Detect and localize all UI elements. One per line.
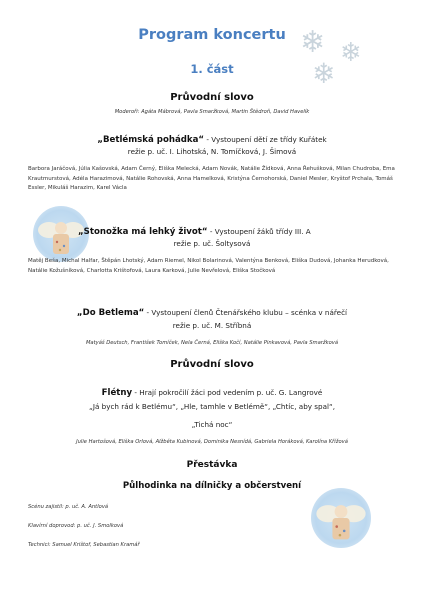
performer-names: Matěj Beša, Michal Halfar, Štěpán Lhotský, Adam Riemel, Nikol Bolarinová, Valentýna Benková, Eliška Dudová, Johanka Herudková, Natálie Kožušníková, Charlotta Krištofová, Laura Karková, Julie Nevřelová, Eliška Stočková (28, 258, 389, 274)
item-director: režie p. uč. M. Stříbná (172, 321, 252, 330)
performer-names: Barbora Jaráčová, Júlia Kašovská, Adam Černý, Eliška Melecká, Adam Novák, Natálie Žídková, Anna Řehušková, Milan Chudroba, Ema Krautmurstová, Adéla Harazimová, Natálie Rohovská, Anna Hamelková, Kristýna Černohorská, Daniel Mesler, Kryštof Prchala, Tomáš Essler, Mikuláš Harazim, Karel Václa (28, 166, 395, 191)
break-subtitle: Půlhodinka na dílničky a občerstvení (122, 481, 302, 491)
page-title: Program koncertu (138, 27, 286, 43)
program-item-4 (0, 380, 424, 399)
moderators: Moderoři: Agáta Mábrová, Pavla Smaržková, Martin Štědroň, David Havelík (114, 109, 310, 115)
credit-line: Technici: Samuel Krištof, Sebastian Kramář (28, 542, 140, 548)
section-heading: Průvodní slovo (170, 359, 254, 370)
song-list: „Já bych rád k Betlému“, „Hle, tamhle v Betlémě“, „Chtíc, aby spal“, (88, 402, 336, 411)
snowflake-icon: ❄ (340, 38, 362, 68)
credit-line: Scénu zajistil: p. uč. A. Antlová (28, 504, 109, 510)
snowflake-icon: ❄ (300, 25, 326, 60)
part-heading: 1. část (190, 62, 234, 76)
item-director: režie p. uč. Šoltysová (173, 239, 251, 248)
program-item-3 (0, 300, 424, 319)
snowflake-icon: ❄ (312, 57, 336, 90)
program-item-2 (78, 219, 311, 238)
item-title: Flétny (101, 388, 133, 398)
item-description: - Vystoupení žáků třídy III. A (207, 227, 311, 236)
item-description: - Vystoupení dětí ze třídy Kuřátek (204, 135, 327, 144)
performer-names: Matyáš Deutsch, František Tomíček, Nela Černá, Eliška Kočí, Natálie Pinkavová, Pavla Smaržková (85, 340, 339, 346)
item-title: „Do Betlema“ (76, 308, 145, 318)
song-list: „Tichá noc“ (191, 420, 233, 429)
item-title: „Stonožka má lehký život“ (78, 227, 208, 237)
angel-image (311, 488, 371, 548)
item-description: - Hrají pokročilí žáci pod vedením p. uč. G. Langrové (132, 388, 323, 397)
program-item-1 (0, 127, 424, 146)
section-heading: Průvodní slovo (170, 92, 254, 103)
break-heading: Přestávka (186, 460, 238, 470)
angel-icon (311, 488, 371, 548)
item-description: - Vystoupení členů Čtenářského klubu – scénka v nářečí (144, 308, 348, 317)
performer-names: Julie Hartošová, Eliška Orlová, Alžběta Kubinová, Dominika Nesnídá, Gabriela Horáková, Karolína Křížová (76, 439, 348, 445)
item-title: „Betlémská pohádka“ (97, 135, 205, 145)
credit-line: Klavírní doprovod: p. uč. J. Smolková (28, 523, 124, 529)
item-director: režie p. uč. I. Lihotská, N. Tomíčková, J. Šimová (127, 147, 297, 156)
